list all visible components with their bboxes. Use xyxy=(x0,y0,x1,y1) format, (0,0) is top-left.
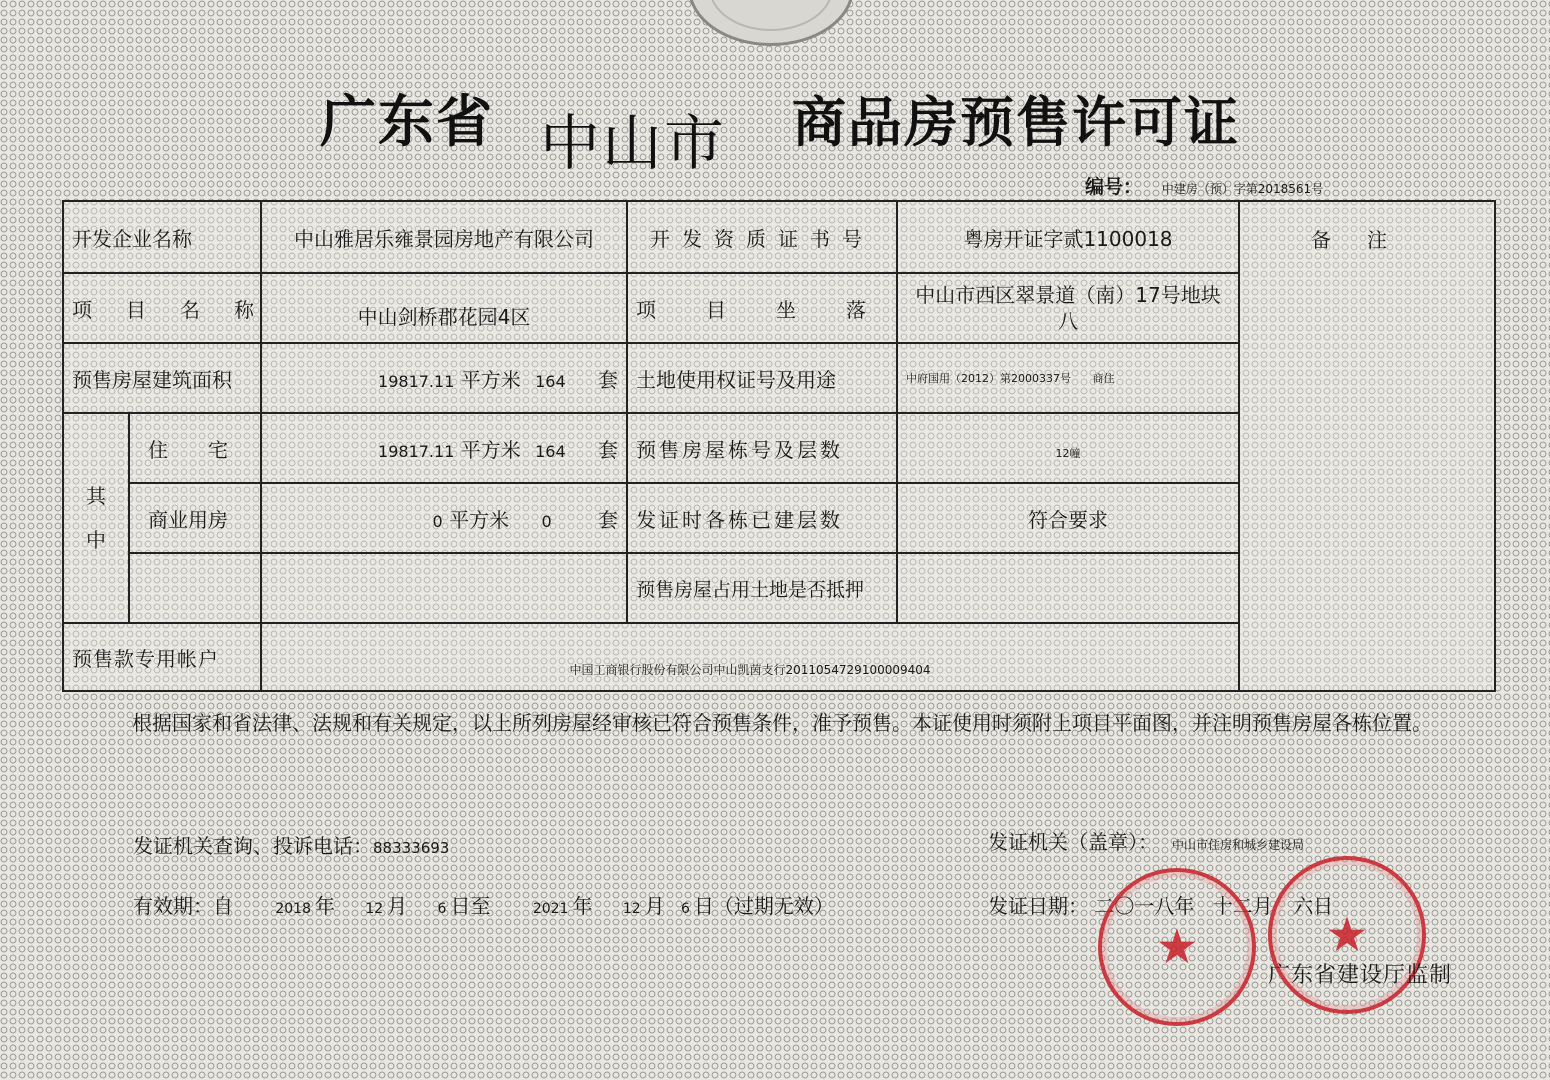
issue-date-year: 二〇一八 xyxy=(1094,894,1175,918)
of-which-label xyxy=(63,413,129,623)
sets-total: 164 xyxy=(535,371,566,391)
issuer-label: 发证机关（盖章）： xyxy=(988,830,1158,854)
commercial-area-unit: 平方米 xyxy=(449,507,510,532)
official-seal-right xyxy=(1268,856,1426,1014)
developer-label-text: 开发企业名称 xyxy=(72,226,192,251)
validity-to-year: 2021 xyxy=(532,901,569,917)
issuing-authority xyxy=(988,826,1304,855)
developer-value: 中山雅居乐雍景园房地产有限公司 xyxy=(261,201,627,273)
issue-date-label: 发证日期： xyxy=(988,894,1088,918)
issue-date-month: 十二 xyxy=(1212,894,1253,918)
validity-to-label: 日至 xyxy=(450,894,491,918)
residential-label: 住宅 xyxy=(129,413,261,483)
phone-label: 发证机关查询、投诉电话： xyxy=(133,834,373,858)
mortgage-label: 预售房屋占用土地是否抵押 xyxy=(627,553,897,623)
location-label: 项目坐落 xyxy=(627,273,897,343)
mortgage-value xyxy=(897,553,1239,623)
certificate-number-value: 中建房（预）字第2018561号 xyxy=(1161,182,1324,196)
empty-type-cell xyxy=(129,553,261,623)
land-cert-label: 土地使用权证号及用途 xyxy=(627,343,897,413)
certificate-number-label: 编号： xyxy=(1085,176,1143,198)
title-document: 商品房预售许可证 xyxy=(792,91,1240,154)
residential-value xyxy=(261,413,627,483)
commercial-sets: 0 xyxy=(541,511,552,531)
issuer-value: 中山市住房和城乡建设局 xyxy=(1172,838,1305,852)
validity-to-day: 6 xyxy=(681,901,690,917)
commercial-sets-unit: 套 xyxy=(598,507,618,532)
building-floors-label: 预售房屋栋号及层数 xyxy=(627,413,897,483)
qualification-value: 粤房开证字贰1100018 xyxy=(897,201,1239,273)
land-cert-value xyxy=(897,343,1239,413)
validity-to-year-unit: 年 xyxy=(572,894,593,918)
project-name-value: 中山剑桥郡花园4区 xyxy=(261,273,627,343)
area-total: 19817.11 xyxy=(378,371,455,391)
validity-from-month: 12 xyxy=(365,901,384,917)
validity-from-year-unit: 年 xyxy=(315,894,335,918)
built-floors-label: 发证时各栋已建层数 xyxy=(627,483,897,553)
approval-paragraph: 根据国家和省法律、法规和有关规定，以上所列房屋经审核已符合预售条件，准予预售。本证使用时须附上项目平面图，并注明预售房屋各栋位置。 xyxy=(132,711,1432,735)
validity-label: 有效期：自 xyxy=(133,894,233,918)
certificate-number xyxy=(1085,172,1323,199)
validity-from-month-unit: 月 xyxy=(387,894,408,918)
complaint-phone xyxy=(133,830,449,859)
remarks-cell: 备注 xyxy=(1239,201,1495,691)
supervision-note: 广东省建设厅监制 xyxy=(1268,963,1453,988)
of-which-text: 其中 xyxy=(86,484,106,552)
validity-to-month-unit: 月 xyxy=(644,894,665,918)
building-floors-value: 12幢 xyxy=(897,413,1239,483)
area-label: 预售房屋建筑面积 xyxy=(63,343,261,413)
land-cert-number: 中府国用（2012）第2000337号 xyxy=(906,372,1071,385)
account-label: 预售款专用帐户 xyxy=(63,623,261,691)
title-province: 广东省 xyxy=(320,90,494,155)
residential-area-unit: 平方米 xyxy=(460,437,521,462)
official-seal-left xyxy=(1098,868,1256,1026)
land-use: 商住 xyxy=(1092,372,1115,385)
seal-star-icon: ★ xyxy=(1155,919,1199,975)
project-name-label: 项目名称 xyxy=(63,273,261,343)
validity-from-day: 6 xyxy=(437,901,447,917)
location-value: 中山市西区翠景道（南）17号地块八 xyxy=(897,273,1239,343)
empty-value-cell xyxy=(261,553,627,623)
commercial-label: 商业用房 xyxy=(129,483,261,553)
qualification-label: 开发资质证书号 xyxy=(627,201,897,273)
seal-star-icon: ★ xyxy=(1325,907,1369,963)
issue-date-month-unit: 月 xyxy=(1252,894,1273,918)
embossed-seal xyxy=(688,0,854,46)
title-city: 中山市 xyxy=(540,109,726,179)
validity-period xyxy=(133,890,834,919)
account-value: 中国工商银行股份有限公司中山凯茵支行2011054729100009404 xyxy=(261,623,1239,691)
permit-table xyxy=(62,200,1496,692)
issue-date-year-unit: 年 xyxy=(1174,894,1195,918)
built-floors-value: 符合要求 xyxy=(897,483,1239,553)
issue-date-day: 六 xyxy=(1293,894,1314,918)
area-unit: 平方米 xyxy=(460,367,521,392)
commercial-value xyxy=(261,483,627,553)
validity-from-year: 2018 xyxy=(275,901,311,917)
sets-unit: 套 xyxy=(598,367,618,392)
issue-date-day-unit: 日 xyxy=(1313,894,1334,918)
area-value xyxy=(261,343,627,413)
validity-to-month: 12 xyxy=(622,901,641,917)
developer-label xyxy=(63,201,261,273)
validity-note: 日（过期无效） xyxy=(693,894,834,918)
residential-sets: 164 xyxy=(535,441,566,461)
residential-area: 19817.11 xyxy=(378,441,455,461)
residential-sets-unit: 套 xyxy=(598,437,618,462)
commercial-area: 0 xyxy=(432,511,443,531)
phone-value: 88333693 xyxy=(373,839,450,857)
